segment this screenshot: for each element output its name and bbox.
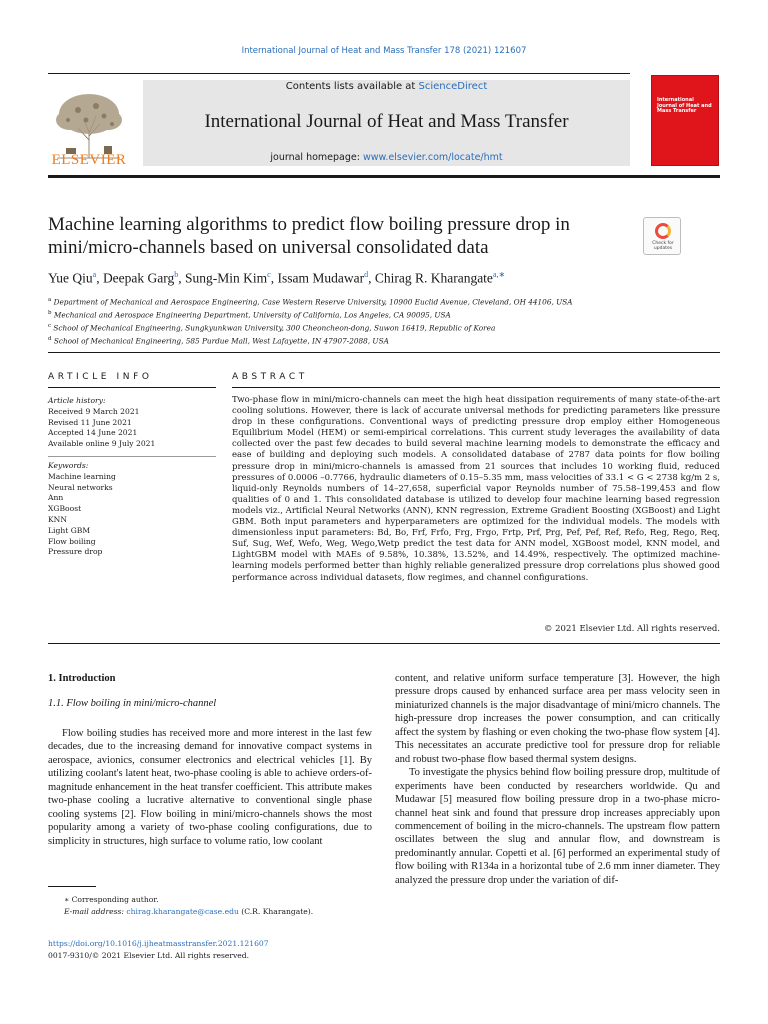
abstract-copyright: © 2021 Elsevier Ltd. All rights reserved. bbox=[543, 624, 720, 634]
journal-reference-link[interactable]: International Journal of Heat and Mass Transfer 178 (2021) 121607 bbox=[241, 46, 527, 56]
journal-cover-thumbnail[interactable] bbox=[651, 75, 719, 166]
publisher-name: ELSEVIER bbox=[51, 152, 127, 168]
author-name[interactable]: Chirag R. Kharangate bbox=[374, 270, 493, 286]
article-history-label: Article history: bbox=[48, 396, 106, 405]
email-note bbox=[64, 906, 368, 918]
subsection-heading: 1.1. Flow boiling in mini/micro-channel bbox=[48, 698, 217, 709]
email-label: E-mail address: bbox=[64, 907, 124, 916]
journal-title: International Journal of Heat and Mass Transfer bbox=[204, 111, 569, 132]
author-affiliation-marker[interactable]: c bbox=[267, 270, 271, 279]
keyword-item: KNN bbox=[48, 514, 67, 524]
affiliation-marker: d bbox=[48, 336, 52, 343]
article-info-rule bbox=[48, 387, 216, 388]
issn-line: 0017-9310/© 2021 Elsevier Ltd. All rights reserved. bbox=[48, 951, 250, 960]
email-link[interactable]: chirag.kharangate@case.edu bbox=[126, 907, 239, 916]
body-column-right bbox=[395, 672, 720, 887]
header-top-rule bbox=[48, 73, 630, 74]
article-history bbox=[48, 396, 216, 450]
keywords-label: Keywords: bbox=[48, 461, 89, 470]
article-title-line-2: mini/micro-channels based on universal consolidated data bbox=[48, 237, 489, 258]
keyword-item: XGBoost bbox=[48, 504, 82, 514]
author-affiliation-marker[interactable]: a,∗ bbox=[492, 270, 506, 279]
keyword-item: Ann bbox=[48, 493, 64, 503]
abstract-bottom-rule bbox=[48, 643, 720, 644]
affiliation-text: School of Mechanical Engineering, Sungkyunkwan University, 300 Cheoncheon-dong, Suwon 16419, Republic of Korea bbox=[53, 323, 496, 333]
affiliation-marker: b bbox=[48, 310, 52, 317]
author-name[interactable]: Sung-Min Kim bbox=[185, 270, 268, 286]
history-item: Revised 11 June 2021 bbox=[48, 417, 132, 427]
keyword-item: Pressure drop bbox=[48, 547, 103, 557]
corresponding-author-note: ∗ Corresponding author. bbox=[64, 895, 159, 904]
keywords-divider bbox=[48, 456, 216, 457]
keyword-item: Flow boiling bbox=[48, 536, 96, 546]
section-divider bbox=[48, 352, 720, 353]
body-paragraph: To investigate the physics behind flow boiling pressure drop, multitude of experiments have been conducted by researchers worldwide. Qu and Mudawar [5] measured flow boiling pressure drop in a two-phase micro-channel heat sink and found that pressure drop increases appreciably upon commencement of boiling in the micro-channels. The upstream flow pattern oscillates between the slug and annular flow, and downstream is predominantly annular. Copetti et al. [6] performed an experimental study of flow boiling with R134a in a horizontal tube of 2.6 mm inner diameter. They analyzed the pressure drop under the variation of dif- bbox=[395, 767, 720, 886]
doi-block bbox=[48, 938, 448, 962]
keyword-list bbox=[48, 461, 216, 558]
author-affiliation-marker[interactable]: d bbox=[364, 270, 369, 279]
history-item: Accepted 14 June 2021 bbox=[48, 428, 138, 438]
contents-line bbox=[143, 81, 630, 92]
affiliation-item bbox=[48, 321, 720, 334]
corresponding-author-text: Corresponding author. bbox=[71, 895, 159, 904]
footnotes bbox=[48, 894, 368, 918]
keyword-item: Neural networks bbox=[48, 482, 113, 492]
affiliation-text: School of Mechanical Engineering, 585 Purdue Mall, West Lafayette, IN 47907-2088, USA bbox=[53, 336, 389, 346]
check-updates-icon bbox=[655, 223, 671, 239]
abstract-text: Two-phase flow in mini/micro-channels can meet the high heat dissipation requirements of many state-of-the-art cooling solutions. However, there is lack of accurate universal methods for predicting parameters like pressure drop in these configurations. Conventional ways of predicting pressure drop employ either Homogeneous Equilibrium Model (HEM) or semi-empirical correlations. This current study leverages the availability of data collected over the past few decades to build several machine learning models to demonstrate the efficacy and ease of building and deploying such models. A consolidated database of 2787 data points for flow boiling pressure drop in mini/micro-channels is amassed from 21 sources that includes 10 working fluid, reduced pressures of 0.0006 –0.7766, hydraulic diameters of 0.15–5.35 mm, mass velocities of 33.1 < G < 2738 kg/m 2 s, liquid-only Reynolds numbers of 14–27,658, superficial vapor Reynolds number of 75.58–199,453 and flow qualities of 0 and 1. This consolidated database is utilized to develop four machine learning based regression models viz., Artificial Neural Networks (ANN), KNN regression, Extreme Gradient Boosting (XGBoost) and Light GBM. Both input parameters and hyperparameters are optimized for the individual models. The models with dimensionless input parameters: Bd, Bo, Frf, Frfo, Frg, Frgo, Frtp, Prf, Prg, Pef, Pef, Ref, Refo, Reg, Rego, Req, Suf, Sug, Wef, Wefo, Weg, Wego,Wetp predict the test data for ANN model, XGBoost model, KNN model, and LightGBM model with MAEs of 9.58%, 10.38%, 13.52%, and 14.49%, respectively. The optimized machine-learning models performed better than highly reliable generalized pressure drop correlations plus showed good performance across individual datasets, flow regimes, and channel configurations. bbox=[232, 395, 720, 583]
check-for-updates-button[interactable] bbox=[643, 217, 681, 255]
affiliation-item bbox=[48, 334, 720, 347]
section-heading: 1. Introduction bbox=[48, 673, 116, 684]
article-title bbox=[48, 213, 638, 259]
author-list: Yue Qiu$^a$, Deepak Garg$^b$, Sung-Min Kim$^c$, Issam Mudawar$^d$, Chirag R. Kharangate$^{a,∗}$ bbox=[48, 270, 506, 286]
author-name[interactable]: Issam Mudawar bbox=[277, 270, 365, 286]
abstract-rule bbox=[232, 387, 720, 388]
abstract-heading: ABSTRACT bbox=[232, 372, 308, 382]
email-owner: (C.R. Kharangate). bbox=[241, 907, 314, 916]
doi-link[interactable]: https://doi.org/10.1016/j.ijheatmasstransfer.2021.121607 bbox=[48, 939, 269, 948]
author-name[interactable]: Deepak Garg bbox=[102, 270, 175, 286]
article-info-heading: ARTICLE INFO bbox=[48, 372, 153, 382]
affiliation-list bbox=[48, 295, 720, 348]
affiliation-text: Department of Mechanical and Aerospace Engineering, Case Western Reserve University, 10900 Euclid Avenue, Cleveland, OH 44106, USA bbox=[53, 297, 573, 307]
journal-homepage-link[interactable]: www.elsevier.com/locate/hmt bbox=[362, 152, 503, 163]
sciencedirect-link[interactable]: ScienceDirect bbox=[418, 81, 488, 92]
author-affiliation-marker[interactable]: a bbox=[92, 270, 97, 279]
footnote-rule bbox=[48, 886, 96, 887]
keyword-item: Machine learning bbox=[48, 471, 116, 481]
author-name[interactable]: Yue Qiu bbox=[48, 270, 93, 286]
affiliation-text: Mechanical and Aerospace Engineering Department, University of California, Los Angeles, CA 90095, USA bbox=[53, 310, 451, 320]
affiliation-item bbox=[48, 308, 720, 321]
homepage-prefix: journal homepage: bbox=[270, 152, 363, 163]
affiliation-item bbox=[48, 295, 720, 308]
contents-prefix: Contents lists available at bbox=[285, 81, 419, 92]
header-thick-rule bbox=[48, 175, 720, 178]
cover-journal-title: International Journal of Heat and Mass Transfer bbox=[657, 97, 712, 114]
article-title-line-1: Machine learning algorithms to predict flow boiling pressure drop in bbox=[48, 214, 570, 235]
body-paragraph: content, and relative uniform surface temperature [3]. However, the high pressure drops caused by enhanced surface area per mass velocity seen in miniaturized channels is the major disadvantage of mini/micro channels. The high-pressure drop increases the power consumption, and can critically affect the system by flashing or even choking the two-phase flow system [4]. This necessitates an accurate predictive tool for pressure drop for reliable and robust two-phase flow based thermal system designs. bbox=[395, 673, 720, 765]
author-affiliation-marker[interactable]: b bbox=[174, 270, 179, 279]
history-item: Available online 9 July 2021 bbox=[48, 439, 156, 449]
affiliation-marker: c bbox=[48, 323, 52, 330]
affiliation-marker: a bbox=[48, 297, 52, 303]
homepage-line bbox=[143, 152, 630, 163]
keyword-item: Light GBM bbox=[48, 525, 91, 535]
body-paragraph-left: Flow boiling studies has received more and more interest in the last few decades, due to the increasing demand for innovative compact systems in aerospace, avionics, consumer electronics and electrical vehicles [1]. By utilizing coolant's latent heat, two-phase cooling is able to achieve orders-of-magnitude enhancement in the heat transfer coefficient. This attribute makes two-phase cooling a lucrative alternative to conventional single phase cooling systems [2]. Flow boiling in mini/micro-channels shows the most popularity among a variety of two-phase cooling configurations, due to simplicity in structures, high surface to volume ratio, low coolant bbox=[48, 728, 372, 847]
check-updates-label: Check for updates bbox=[652, 241, 674, 251]
history-item: Received 9 March 2021 bbox=[48, 406, 140, 416]
